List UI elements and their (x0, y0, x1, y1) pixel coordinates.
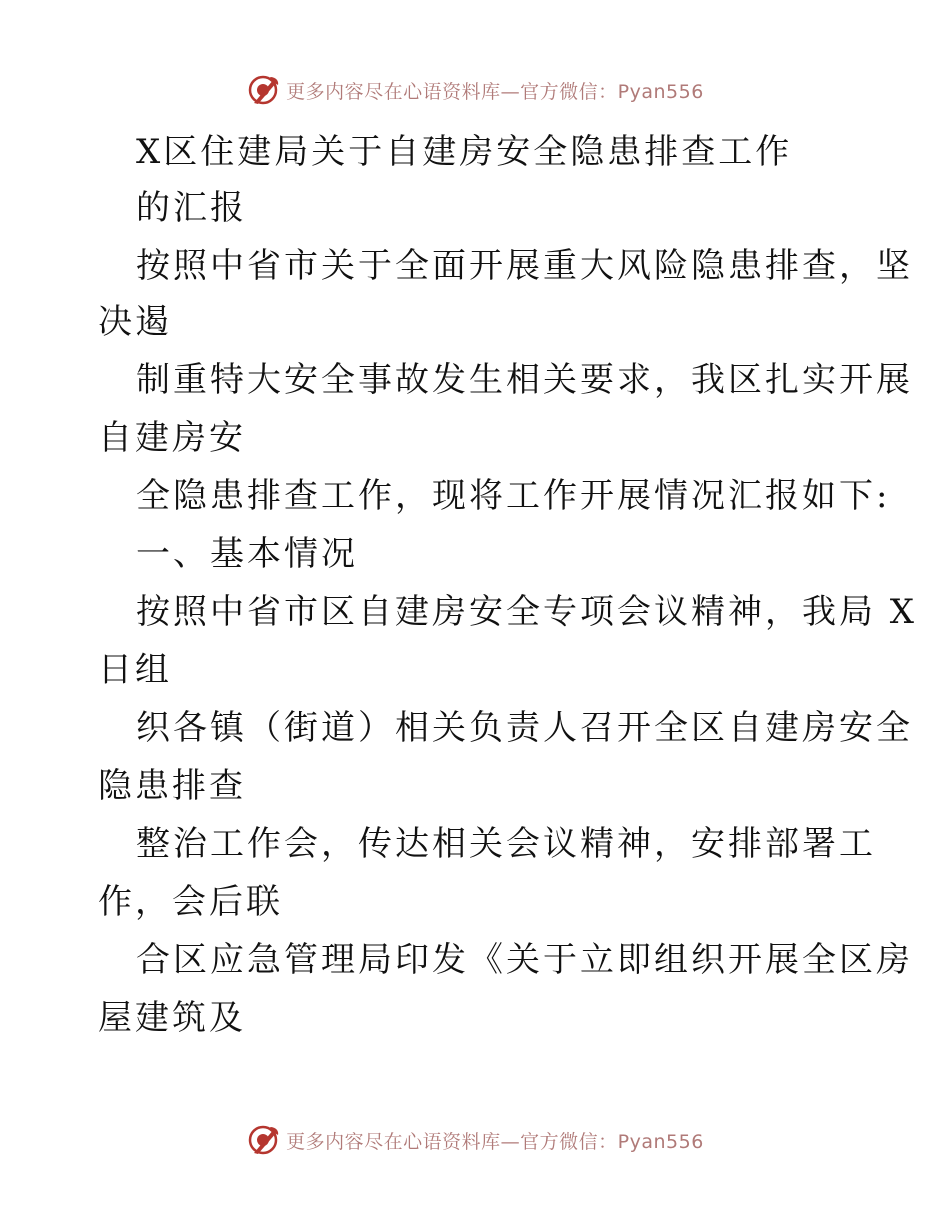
quill-logo-icon (246, 1123, 280, 1157)
paragraph-line: 织各镇（街道）相关负责人召开全区自建房安全 (136, 708, 913, 748)
paragraph-line: 按照中省市关于全面开展重大风险隐患排查，坚 (136, 246, 913, 286)
paragraph-line: 日组 (98, 650, 172, 690)
paragraph-line: 合区应急管理局印发《关于立即组织开展全区房 (136, 940, 913, 980)
paragraph-line: 全隐患排查工作，现将工作开展情况汇报如下: (136, 476, 891, 516)
header-banner-wechat: Pyan556 (617, 80, 704, 103)
paragraph-line: 隐患排查 (98, 766, 246, 806)
footer-banner-label: 更多内容尽在心语资料库—官方微信： (286, 1130, 618, 1153)
paragraph-line: 屋建筑及 (98, 998, 246, 1038)
document-title-line-1: X区住建局关于自建房安全隐患排查工作 (136, 132, 793, 172)
footer-banner (0, 1118, 950, 1162)
header-banner-label: 更多内容尽在心语资料库—官方微信： (286, 80, 618, 103)
header-banner-text (286, 77, 704, 104)
quill-logo-icon (246, 73, 280, 107)
document-title-line-2: 的汇报 (136, 188, 247, 228)
footer-banner-text (286, 1127, 704, 1154)
paragraph-line: 作，会后联 (98, 882, 283, 922)
paragraph-line: 制重特大安全事故发生相关要求，我区扎实开展 (136, 360, 913, 400)
paragraph-line: 自建房安 (98, 418, 246, 458)
paragraph-line: 决遏 (98, 302, 172, 342)
paragraph-line: 按照中省市区自建房安全专项会议精神，我局 X (136, 592, 918, 632)
footer-banner-wechat: Pyan556 (617, 1130, 704, 1153)
paragraph-line: 整治工作会，传达相关会议精神，安排部署工 (136, 824, 876, 864)
header-banner (0, 68, 950, 112)
section-heading: 一、基本情况 (136, 534, 358, 574)
